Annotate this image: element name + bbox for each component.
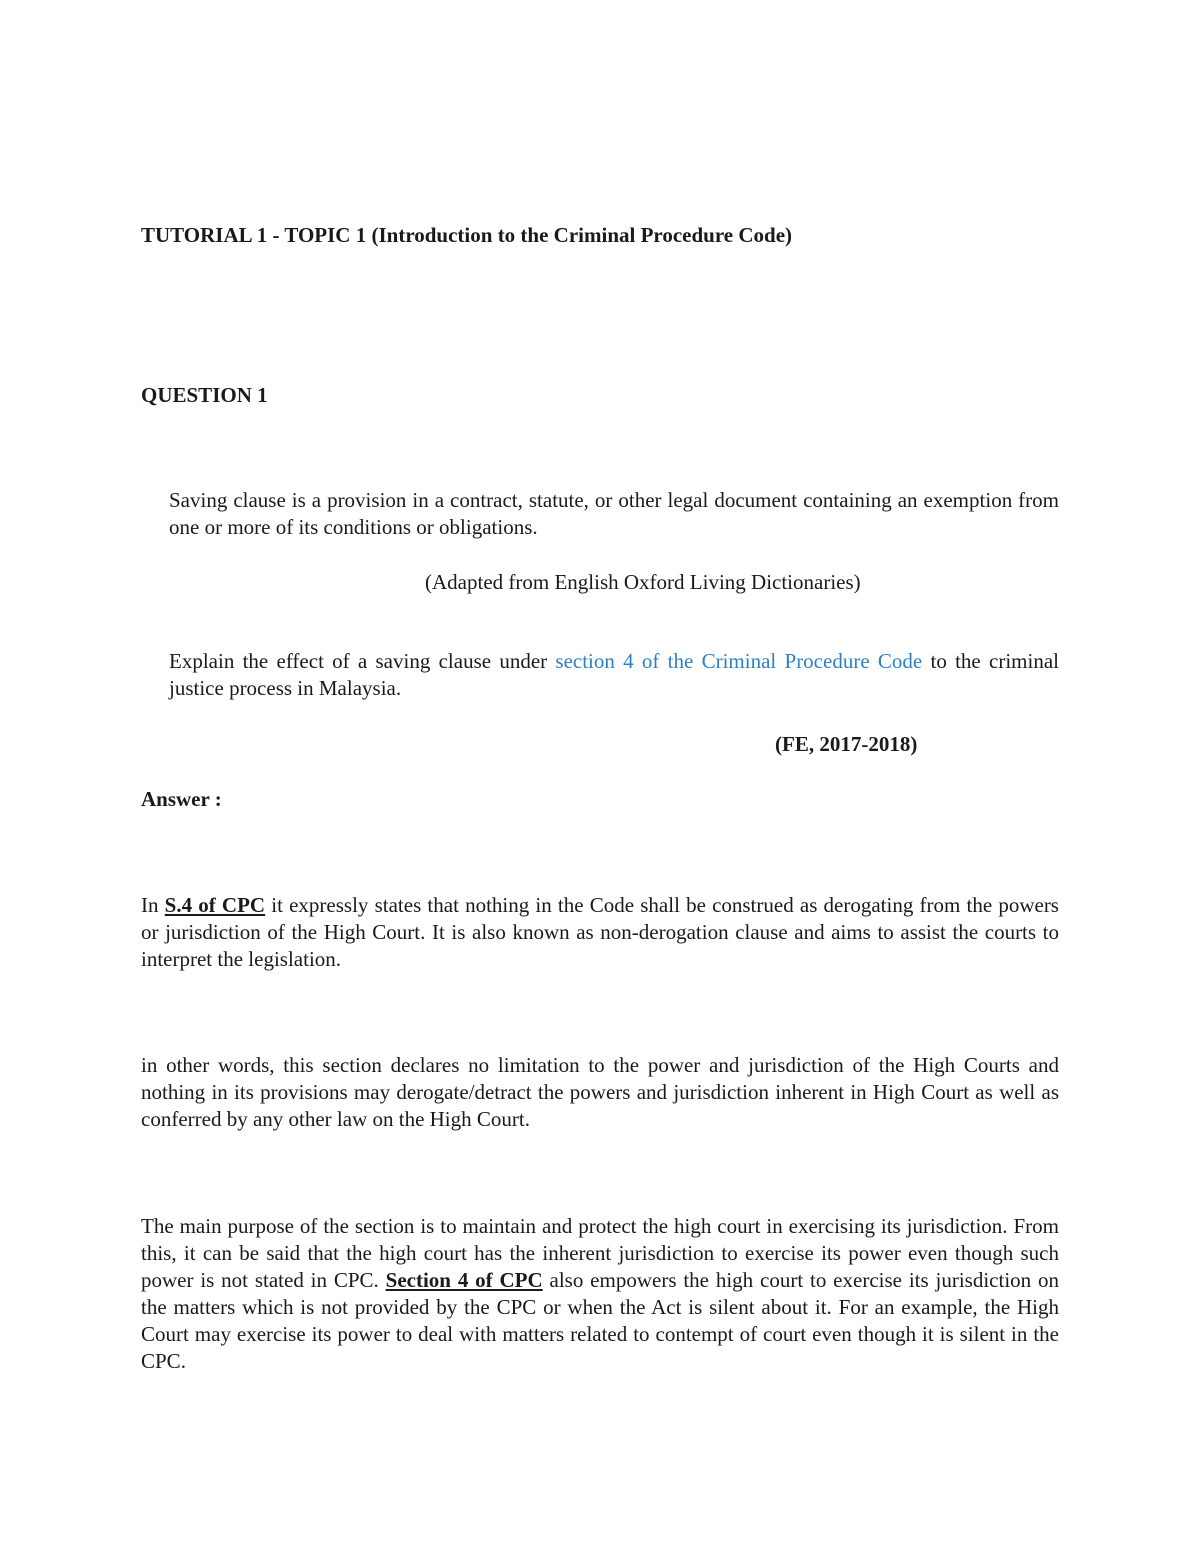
- para3-end: also empowers the high court to exercise its jurisdiction on the matters which is not provided by the CPC or when the Act is silent about it. For an example, the High Court may exercise its power to deal with matters related to contempt of court even though it is silent in the CPC.: [141, 1268, 1059, 1373]
- question-text-start: Explain the effect of a saving clause under: [169, 649, 556, 673]
- question-heading: QUESTION 1: [141, 383, 268, 407]
- document-title: TUTORIAL 1 - TOPIC 1 (Introduction to the Criminal Procedure Code): [141, 223, 793, 247]
- section-4-cpc-reference: Section 4 of CPC: [385, 1268, 543, 1292]
- para3-start: The main purpose of the section is to maintain and protect the high court in exercising its jurisdiction. From this, it can be said that the high court has the inherent jurisdiction to exercise its power even though such power is not stated in CPC.: [141, 1214, 1059, 1292]
- para1-start: In: [141, 893, 165, 917]
- section-4-cpc-link[interactable]: section 4 of the Criminal Procedure Code: [555, 649, 923, 673]
- answer-heading: Answer :: [141, 787, 222, 811]
- definition-text: Saving clause is a provision in a contract, statute, or other legal document containing an exemption from one or more of its conditions or obligations.: [169, 488, 1059, 539]
- s4-cpc-reference: S.4 of CPC: [164, 893, 266, 917]
- answer-paragraph-3: [141, 1213, 1059, 1375]
- answer-paragraph-2: in other words, this section declares no limitation to the power and jurisdiction of the High Courts and nothing in its provisions may derogate/detract the powers and jurisdiction inherent in High Court as well as conferred by any other law on the High Court.: [141, 1053, 1059, 1131]
- para1-end: it expressly states that nothing in the Code shall be construed as derogating from the powers or jurisdiction of the High Court. It is also known as non-derogation clause and aims to assist the courts to interpret the legislation.: [141, 893, 1059, 971]
- definition-source: (Adapted from English Oxford Living Dictionaries): [425, 570, 861, 594]
- exam-reference: (FE, 2017-2018): [775, 732, 918, 756]
- question-text: [169, 648, 1059, 702]
- answer-paragraph-1: [141, 892, 1059, 973]
- question-text-end: to the criminal justice process in Malaysia.: [169, 649, 1059, 700]
